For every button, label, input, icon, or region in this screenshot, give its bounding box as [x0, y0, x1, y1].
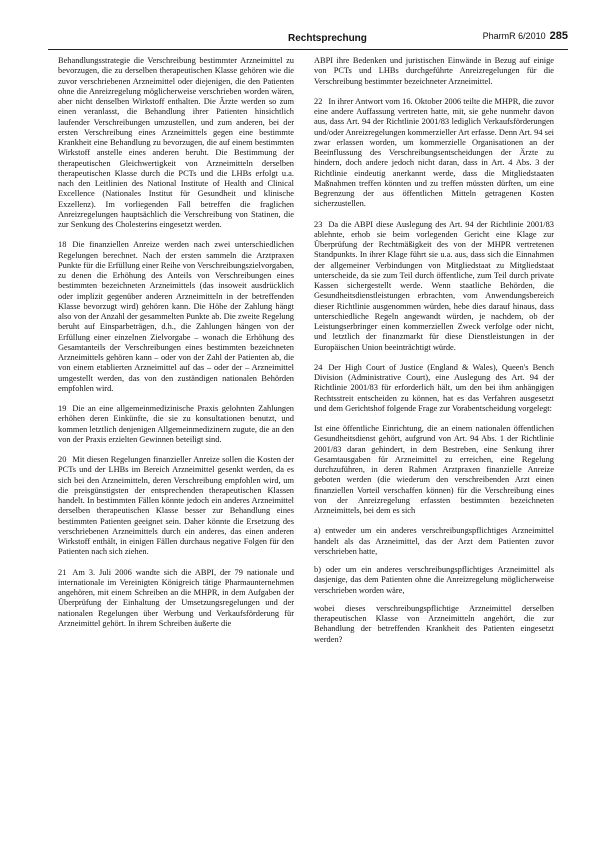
paragraph — [314, 56, 554, 87]
paragraph-text: Der High Court of Justice (England & Wales), Queen's Bench Division (Administrative Court), eine Auslegung des Art. 94 der Richtlinie 2001/83 für erforderlich hält, um den bei ihm anhängigen Rechtsstreit entscheiden zu können, hat es das Verfahren ausgesetzt und dem Gerichtshof folgende Frage zur Vorabentscheidung vorgelegt: — [314, 362, 554, 413]
paragraph — [58, 240, 294, 394]
paragraph-text: Die finanziellen Anreize werden nach zwei unterschiedlichen Regelungen berechnet. Nach der ersten sammeln die Arztpraxen Punkte für die Erfüllung einer Reihe von Verschreibungszielvorgaben, zu denen die Erhöhung des Anteils von Verschreibungen eines bestimmten bezeichneten Arzneimittels (das insoweit ausdrücklich oder implizit gegenüber anderen Arzneimitteln in der betreffenden Klasse bevorzugt wird) gehören kann. Die Höhe der Zahlung hängt also von der Anzahl der gesammelten Punkte ab. Die zweite Regelung beruht auf Einsparbeträgen, d.h., die Zahlungen hängen von der Erfüllung einer einzelnen Zielvorgabe – wonach die Erhöhung des Gesamtanteils der Verschreibungen eines bestimmten bezeichneten Arzneimittels gehören kann – oder von der Zahl der Patienten ab, die von einem etablierten Arzneimittel auf das – oder der – Arzneimittel umgestellt werden, das von den zuständigen nationalen Behörden empfohlen wird. — [58, 240, 294, 393]
left-column — [58, 56, 294, 639]
paragraph-text: wobei dieses verschreibungspflichtige Arzneimittel derselben therapeutischen Klasse von Arzneimitteln angehört, die zur Behandlung der betreffenden Krankheit des Patienten eingesetzt werden? — [314, 603, 554, 644]
paragraph-number: 24 — [314, 362, 323, 372]
journal-issue: PharmR 6/2010 — [482, 31, 546, 41]
paragraph-text: Die an eine allgemeinmedizinische Praxis gelohnten Zahlungen erhöhen deren Einkünfte, die sie zu konsultationen benutzt, und kommen letztlich denjenigen Allgemeinmedizinern zugute, die an den von der Praxis erzielten Gewinnen beteiligt sind. — [58, 404, 294, 444]
paragraph-number: 21 — [58, 567, 67, 577]
paragraph-text: b) oder um ein anderes verschreibungspflichtiges Arzneimittel als dasjenige, das dem Patienten ohne die Anreizregelung möglicherweise verschrieben worden wäre, — [314, 565, 554, 595]
paragraph-text: a) entweder um ein anderes verschreibungspflichtiges Arzneimittel handelt als das Arzneimittel, das der Arzt dem Patienten zuvor verschrieben hatte, — [314, 526, 554, 556]
paragraph-number: 20 — [58, 455, 67, 464]
paragraph — [314, 220, 554, 353]
right-column — [314, 56, 554, 655]
paragraph-number: 18 — [58, 240, 67, 250]
paragraph — [58, 455, 294, 558]
journal-citation — [483, 30, 568, 42]
paragraph-text: Da die ABPI diese Auslegung des Art. 94 der Richtlinie 2001/83 ablehnte, erhob sie beim vorlegenden Gericht eine Klage zur Überprüfung der Rechtmäßigkeit des von der MHPR vertretenen Standpunkts. In ihrer Klage führt sie u.a. aus, dass sich die Einnahmen der allgemeiner Verbindungen von Mitgliedstaat zu Mitgliedstaat unterscheide, da sie zum Teil durch öffentliche, zum Teil durch private Kassen sichergestellt werde. Wenn staatliche Behörden, die Gesundheitsdienstleistungen erbrachten, vom Anwendungsbereich dieser Richtlinie ausgenommen würden, hebe dies darauf hinaus, dass unterschiedliche Regeln angewandt würden, je nachdem, ob der Leistungserbringer einen kommerziellen Zweck verfolge oder nicht, und letztlich der finanzmarkt für diese Dienstleistungen in der Europäischen Union beeinträchtigt würde. — [314, 219, 554, 352]
paragraph-text: In ihrer Antwort vom 16. Oktober 2006 teilte die MHPR, die zuvor eine andere Auffassung vertreten hatte, mit, sie gehe nunmehr davon aus, dass Art. 94 der Richtlinie 2001/83 lediglich Verkaufsförderungen und/oder Anreizregelungen kommerzieller Art erfasse. Denn Art. 94 sei zwar erlassen worden, um kommerzielle Organisationen an der Beeinflussung des Verschreibungsentscheidungen der Ärzte zu hindern, doch andere jedoch nicht daran, dass in Art. 4 Abs. 3 der Richtlinie eindeutig anerkannt werde, dass die Mitgliedstaaten Maßnahmen treffen könnten und zu treffen müssten dürften, um eine Begrenzung der aus öffentlichen Mitteln getragenen Kosten sicherzustellen. — [314, 96, 554, 209]
paragraph-text: Mit diesen Regelungen finanzieller Anreize sollen die Kosten der PCTs und der LHBs im Bereich Arzneimittel gesenkt werden, da es sich bei den Arzneimitteln, deren Verschreibung empfohlen wird, um die preisgünstigsten der entsprechenden therapeutischen Klassen handelt. In bestimmten Fällen könnte jedoch ein anderes Arzneimittel derselben therapeutischen Klasse besser zur Behandlung eines bestimmten Patienten geeignet sein. Daher könnte die Ersetzung des verschriebenen Arzneimittels durch ein anderes, das einen anderen Wirkstoff enthält, in einigen Fällen durchaus negative Folgen für den Patienten nach sich ziehen. — [58, 455, 294, 557]
paragraph — [314, 97, 554, 210]
paragraph-number: 23 — [314, 219, 323, 229]
paragraph-number: 19 — [58, 404, 67, 413]
page-number: 285 — [549, 30, 568, 42]
paragraph — [314, 363, 554, 414]
paragraph — [58, 56, 294, 230]
paragraph-text: ABPI ihre Bedenken und juristischen Einwände in Bezug auf einige von PCTs und LHBs durchgeführte Anreizregelungen für die Verschreibung bestimmter bezeichneter Arzneimittel. — [314, 56, 554, 86]
page-header — [48, 22, 568, 50]
paragraph-text: Am 3. Juli 2006 wandte sich die ABPI, der 79 nationale und internationale im Vereinigten Königreich tätige Pharmaunternehmen angehören, mit einem Schreiben an die MHPR, in dem Aufgaben der Überprüfung der Einhaltung der Umsetzungsregelungen und der nationalen Regelungen über Werbung und Verkaufsförderung für Arzneimittel gehört. In ihrem Schreiben äußerte die — [58, 567, 294, 628]
question-conclusion — [314, 604, 554, 645]
paragraph-text: Behandlungsstrategie die Verschreibung bestimmter Arzneimittel zu bevorzugen, die zu derselben therapeutischen Klasse gehören wie die zuvor verschriebenen Arzneimittel oder diejenigen, die den Patienten ohne die Anreizregelung möglicherweise verschrieben worden wären, aber nicht denselben Wirkstoff enthalten. Die Ärzte werden so zum einen veranlasst, die Behandlung ihrer Patienten hinsichtlich laufender Verschreibungen umzustellen, und zum anderen, bei der ersten Verschreibung eines Arzneimittels gegen eine bestimmte Krankheit eine Behandlung zu bevorzugen, die auf einem bestimmten Wirkstoff anstelle eines anderen beruht. Die Bestimmung der therapeutischen Gleichwertigkeit von Arzneimitteln derselben therapeutischen Klasse durch die PCTs und die LHBs erfolgt u.a. nach den Leitlinien des National Institute of Health and Clinical Excellence (Nationales Institut für Gesundheit und klinische Exzellenz). Im vorliegenden Fall betreffen die fraglichen Anreizregelungen hauptsächlich die Verschreibung von Statinen, die zur Senkung des Cholesterins eingesetzt werden. — [58, 56, 294, 229]
header-rule — [48, 49, 568, 50]
paragraph — [58, 404, 294, 445]
section-title: Rechtsprechung — [288, 33, 367, 44]
question-option-b — [314, 565, 554, 596]
question-option-a — [314, 526, 554, 557]
paragraph-text: Ist eine öffentliche Einrichtung, die an einem nationalen öffentlichen Gesundheitsdienst gehört, aufgrund von Art. 94 Abs. 1 der Richtlinie 2001/83 daran gehindert, in dem Bestreben, eine Senkung ihrer Gesamtausgaben für Arzneimittel zu erreichen, eine Regelung durchzuführen, in deren Rahmen Arztpraxen finanzielle Anreize geboten werden (die wiederum den verschreibenden Arzt einen finanziellen Vorteil verschaffen können) für die Verschreibung eines von der Anreizregelung erfassten bestimmten bezeichneten Arzneimittels, bei dem es sich — [314, 424, 554, 515]
paragraph-number: 22 — [314, 96, 323, 106]
referred-question — [314, 424, 554, 516]
paragraph — [58, 568, 294, 630]
